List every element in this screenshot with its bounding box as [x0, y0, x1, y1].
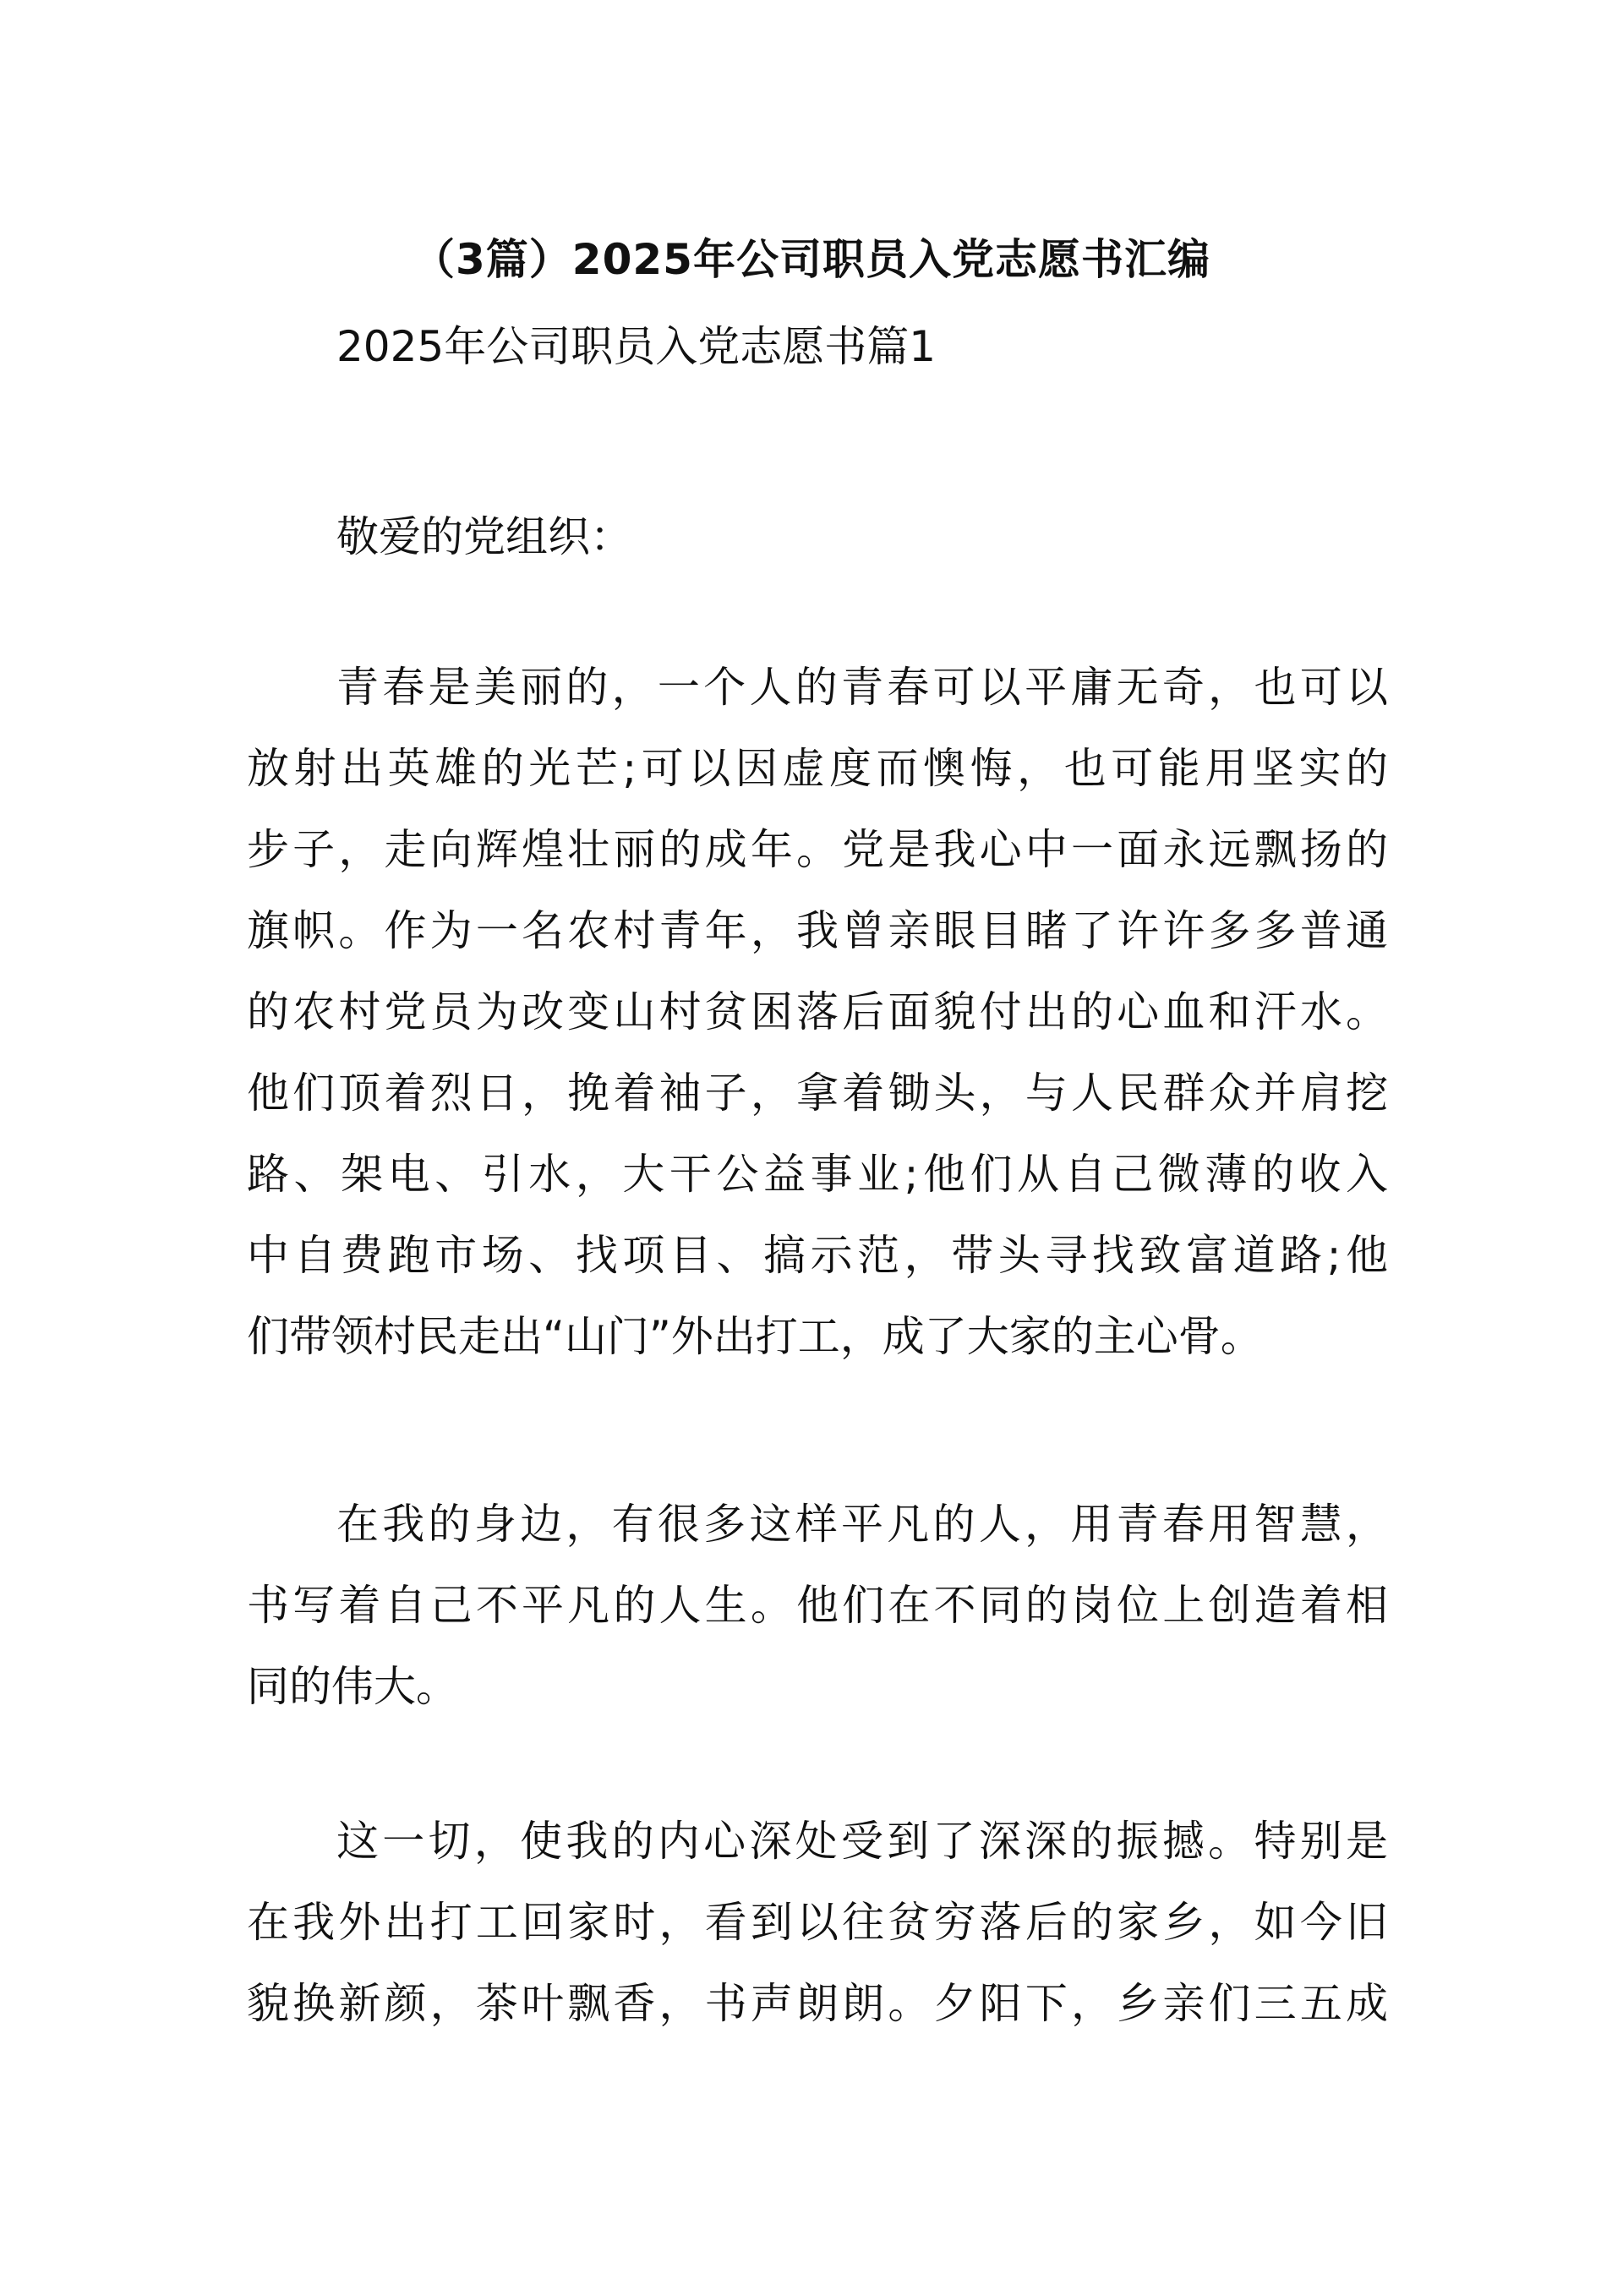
paragraph-line: 青春是美丽的，一个人的青春可以平庸无奇，也可以 [336, 663, 1388, 712]
paragraph-line: 中自费跑市场、找项目、搞示范，带头寻找致富道路;他 [247, 1231, 1388, 1280]
paragraph-line: 们带领村民走出“山门”外出打工，成了大家的主心骨。 [247, 1312, 1263, 1361]
paragraph-line: 步子，走向辉煌壮丽的成年。党是我心中一面永远飘扬的 [247, 825, 1388, 874]
section-heading: 2025年公司职员入党志愿书篇1 [336, 322, 937, 371]
paragraph-line: 他们顶着烈日，挽着袖子，拿着锄头，与人民群众并肩挖 [247, 1069, 1388, 1118]
paragraph-1 [247, 647, 1388, 1377]
paragraph-line: 在我的身边，有很多这样平凡的人，用青春用智慧， [336, 1500, 1388, 1549]
paragraph-3 [247, 1801, 1388, 2044]
paragraph-line: 旗帜。作为一名农村青年，我曾亲眼目睹了许许多多普通 [247, 906, 1388, 955]
paragraph-line: 的农村党员为改变山村贫困落后面貌付出的心血和汗水。 [247, 987, 1388, 1036]
paragraph-line: 这一切，使我的内心深处受到了深深的振撼。特别是 [336, 1817, 1388, 1866]
salutation: 敬爱的党组织： [336, 512, 632, 561]
paragraph-line: 同的伟大。 [247, 1662, 458, 1711]
document-title: （3篇）2025年公司职员入党志愿书汇编 [413, 235, 1210, 284]
paragraph-line: 貌换新颜，茶叶飘香，书声朗朗。夕阳下，乡亲们三五成 [247, 1979, 1388, 2028]
paragraph-line: 放射出英雄的光芒;可以因虚度而懊悔，也可能用坚实的 [247, 744, 1388, 793]
paragraph-line: 书写着自己不平凡的人生。他们在不同的岗位上创造着相 [247, 1581, 1388, 1630]
paragraph-2 [247, 1484, 1388, 1727]
paragraph-line: 路、架电、引水，大干公益事业;他们从自己微薄的收入 [247, 1150, 1388, 1199]
paragraph-line: 在我外出打工回家时，看到以往贫穷落后的家乡，如今旧 [247, 1898, 1388, 1947]
